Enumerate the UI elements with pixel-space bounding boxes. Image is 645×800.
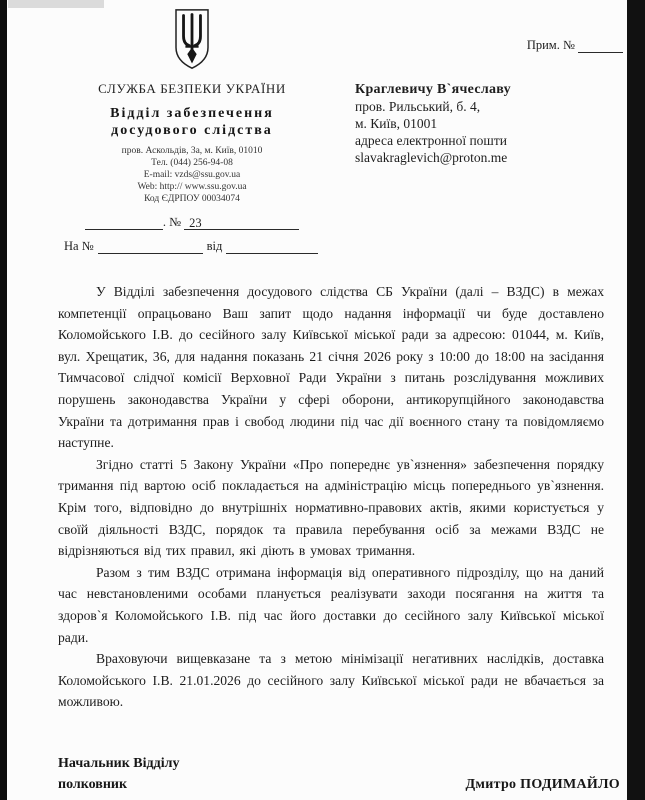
incoming-reference-line	[58, 239, 326, 254]
org-email: E-mail: vzds@ssu.gov.ua	[143, 170, 241, 180]
recipient-address-line-2: м. Київ, 01001	[355, 116, 438, 131]
photo-left-edge	[0, 0, 7, 800]
signature-block	[58, 753, 620, 795]
department-name	[58, 105, 326, 139]
photo-right-edge	[627, 0, 645, 800]
date-blank-line	[85, 216, 163, 230]
signer-position	[58, 753, 179, 795]
org-address: пров. Аскольдів, 3а, м. Київ, 01010	[121, 146, 263, 156]
org-phone: Тел. (044) 256-94-08	[151, 158, 233, 168]
copy-number-blank	[578, 39, 623, 53]
org-contacts	[58, 145, 326, 205]
recipient-address-line-1: пров. Рильський, б. 4,	[355, 99, 481, 114]
number-sign-label: №	[169, 215, 182, 229]
incoming-number-blank	[98, 240, 203, 254]
recipient-name: Краглевичу В`ячеславу	[355, 82, 511, 97]
body-paragraph-3: Разом з тим ВЗДС отримана інформація від оперативного підрозділу, що на даний час невстановленими особами планується реалізувати заходи посягання на життя та здоров`я Коломойського І.В. під час його доставки до сесійного залу Київської міської ради.	[58, 564, 604, 645]
outgoing-number-blank	[184, 216, 299, 230]
signer-position-line-1: Начальник Відділу	[58, 756, 180, 771]
outgoing-number-line	[58, 215, 326, 230]
recipient-email-label: адреса електронної пошти	[355, 133, 507, 148]
copy-number-line	[355, 38, 625, 53]
org-web: Web: http:// www.ssu.gov.ua	[137, 182, 247, 192]
department-line-2: досудового слідства	[111, 123, 273, 138]
outgoing-number-value: 23	[189, 216, 202, 230]
ukraine-trident-emblem	[171, 8, 213, 72]
letterhead	[58, 8, 326, 254]
incoming-date-blank	[226, 240, 318, 254]
photo-artifact	[8, 0, 104, 8]
department-line-1: Відділ забезпечення	[110, 106, 274, 121]
letter-body	[58, 281, 604, 713]
signer-position-line-2: полковник	[58, 777, 128, 792]
incoming-from-label: від	[206, 239, 223, 253]
org-name: СЛУЖБА БЕЗПЕКИ УКРАЇНИ	[98, 81, 286, 96]
incoming-number-label: На №	[64, 239, 94, 253]
signer-name: Дмитро ПОДИМАЙЛО	[465, 777, 620, 792]
copy-note-label: Прим. №	[526, 38, 575, 52]
body-paragraph-1: У Відділі забезпечення досудового слідства СБ України (далі – ВЗДС) в межах компетенції опрацьовано Ваш запит щодо надання інформації чи буде доставлено Коломойського І.В. до сесійного залу Київської міської ради за адресою: 01044, м. Київ, вул. Хрещатик, 36, для надання показань 21 січня 2026 року з 10:00 до 18:00 на засідання Тимчасової слідчої комісії Верховної Ради України з питань розслідування можливих порушень законодавства України у сфері оборони, антикорупційного законодавства України та дотримання прав і свобод людини під час дії воєнного стану та повідомляємо наступне.	[58, 284, 604, 451]
org-edrpou-code: Код ЄДРПОУ 00034074	[144, 194, 240, 204]
recipient-column	[355, 38, 625, 166]
body-paragraph-4: Враховуючи вищевказане та з метою мінімізації негативних наслідків, доставка Коломойського І.В. 21.01.2026 до сесійного залу Київської міської ради не вбачається за можливою.	[58, 651, 604, 710]
body-paragraph-2: Згідно статті 5 Закону України «Про попереднє ув`язнення» забезпечення порядку тримання під вартою осіб покладається на адміністрацію місць попереднього ув`язнення. Крім того, відповідно до внутрішніх нормативно-правових актів, якими користується у своїй діяльності ВЗДС, порядок та правила перебування осіб за межами ВЗДС не відрізняються від тих правил, які діють в умовах тримання.	[58, 456, 604, 559]
recipient-email: slavakraglevich@proton.me	[355, 150, 508, 165]
recipient-block	[355, 81, 625, 166]
date-dot: .	[162, 215, 166, 229]
